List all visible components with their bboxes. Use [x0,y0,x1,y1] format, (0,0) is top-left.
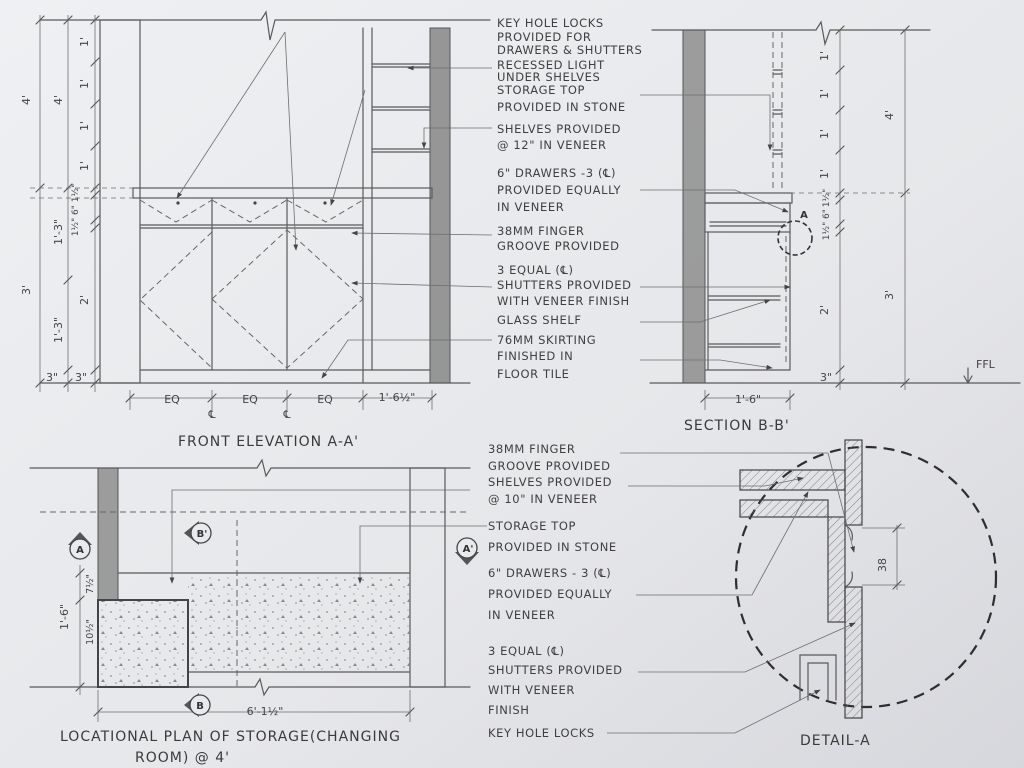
section-title: SECTION B-B' [684,418,790,434]
elevation-dim-mid-1: 4' [52,94,65,106]
detail-a-title: DETAIL-A [800,733,871,749]
elevation-dim-shelf-width: 1'-6½" [378,391,416,404]
note-line: PROVIDED EQUALLY [488,587,613,601]
front-elevation-title: FRONT ELEVATION A-A' [178,434,359,450]
note-line: FLOOR TILE [497,367,570,381]
note-line: UNDER SHELVES [497,70,601,84]
note-line: PROVIDED FOR [497,30,592,44]
elevation-dim-eq-2: EQ [242,393,258,406]
section-dim-inner-2: 1' [818,88,831,100]
note-line: STORAGE TOP [488,519,577,533]
marker-label: B [196,701,204,712]
plan-dim-width: 6'-1½" [246,705,284,718]
note-line: @ 12" IN VENEER [497,138,607,152]
note-line: STORAGE TOP [497,83,586,97]
elevation-dim-mid-2: 1'-3" [52,218,65,246]
section-dim-outer-lower: 3' [883,289,896,301]
note-line: GLASS SHELF [497,313,582,327]
note-line: 3 EQUAL (℄) [497,263,574,277]
centerline-mark-2: ℄ [283,408,291,421]
section-dim-inner-9: 3" [819,371,833,384]
plan-dim-depth: 1'-6" [58,603,71,631]
note-line: 3 EQUAL (℄) [488,644,565,658]
section-dim-inner-5: 1½" [822,188,832,208]
note-line: WITH VENEER FINISH [497,294,630,308]
elevation-dim-outer-lower: 3' [20,284,33,296]
note-line: 6" DRAWERS - 3 (℄) [488,566,612,580]
note-line: 38MM FINGER [497,224,585,238]
section-dim-inner-4: 1' [818,168,831,180]
ffl-label: FFL [976,358,995,371]
elevation-dim-inner-2: 1' [78,78,91,90]
note-line: IN VENEER [497,200,565,214]
note-line: IN VENEER [488,608,556,622]
note-line: PROVIDED IN STONE [488,540,617,554]
section-dim-inner-8: 2' [818,304,831,316]
note-line: PROVIDED EQUALLY [497,183,622,197]
elevation-dim-mid-4: 3" [45,371,59,384]
elevation-dim-inner-8: 2' [78,294,91,306]
note-line: GROOVE PROVIDED [488,459,611,473]
note-line: 6" DRAWERS -3 (℄) [497,166,617,180]
note-line: DRAWERS & SHUTTERS [497,43,643,57]
note-line: RECESSED LIGHT [497,58,605,72]
note-line: FINISHED IN [497,349,574,363]
note-line: @ 10" IN VENEER [488,492,598,506]
section-width-dim: 1'-6" [734,393,762,406]
note-line: KEY HOLE LOCKS [497,16,604,30]
section-dim-inner-1: 1' [818,50,831,62]
elevation-dim-inner-1: 1' [78,36,91,48]
note-line: SHUTTERS PROVIDED [497,278,632,292]
section-dim-outer-upper: 4' [883,109,896,121]
marker-label: A' [462,544,474,555]
note-line: SHELVES PROVIDED [497,122,622,136]
marker-label: A [76,545,84,556]
plan-title-line1: LOCATIONAL PLAN OF STORAGE(CHANGING [60,729,401,745]
marker-label: B' [196,529,208,540]
plan-dim-lower: 10½" [85,619,96,645]
detail-tag: A [800,210,808,221]
elevation-dim-eq-3: EQ [317,393,333,406]
elevation-dim-inner-4: 1' [78,160,91,172]
note-line: WITH VENEER [488,683,575,697]
note-line: FINISH [488,703,530,717]
detail-groove-dim: 38 [876,558,889,572]
plan-dim-upper: 7½" [85,574,96,594]
section-dim-inner-3: 1' [818,128,831,140]
centerline-mark-1: ℄ [208,408,216,421]
elevation-dim-inner-5: 1½" [71,183,81,203]
section-dim-inner-7: 1½" [822,221,832,241]
elevation-dim-inner-7: 1½" [71,217,81,237]
elevation-dim-inner-6: 6" [71,205,81,215]
note-line: GROOVE PROVIDED [497,239,620,253]
elevation-dim-eq-1: EQ [164,393,180,406]
note-line: PROVIDED IN STONE [497,100,626,114]
note-line: SHELVES PROVIDED [488,475,613,489]
section-dim-inner-6: 6" [822,209,832,219]
elevation-dim-mid-3: 1'-3" [52,316,65,344]
elevation-dim-inner-9: 3" [74,371,88,384]
note-line: 38MM FINGER [488,442,576,456]
plan-title-line2: ROOM) @ 4' [135,750,230,766]
elevation-dim-inner-3: 1' [78,120,91,132]
note-line: KEY HOLE LOCKS [488,726,595,740]
note-line: SHUTTERS PROVIDED [488,663,623,677]
elevation-dim-outer-upper: 4' [20,94,33,106]
note-line: 76MM SKIRTING [497,333,597,347]
